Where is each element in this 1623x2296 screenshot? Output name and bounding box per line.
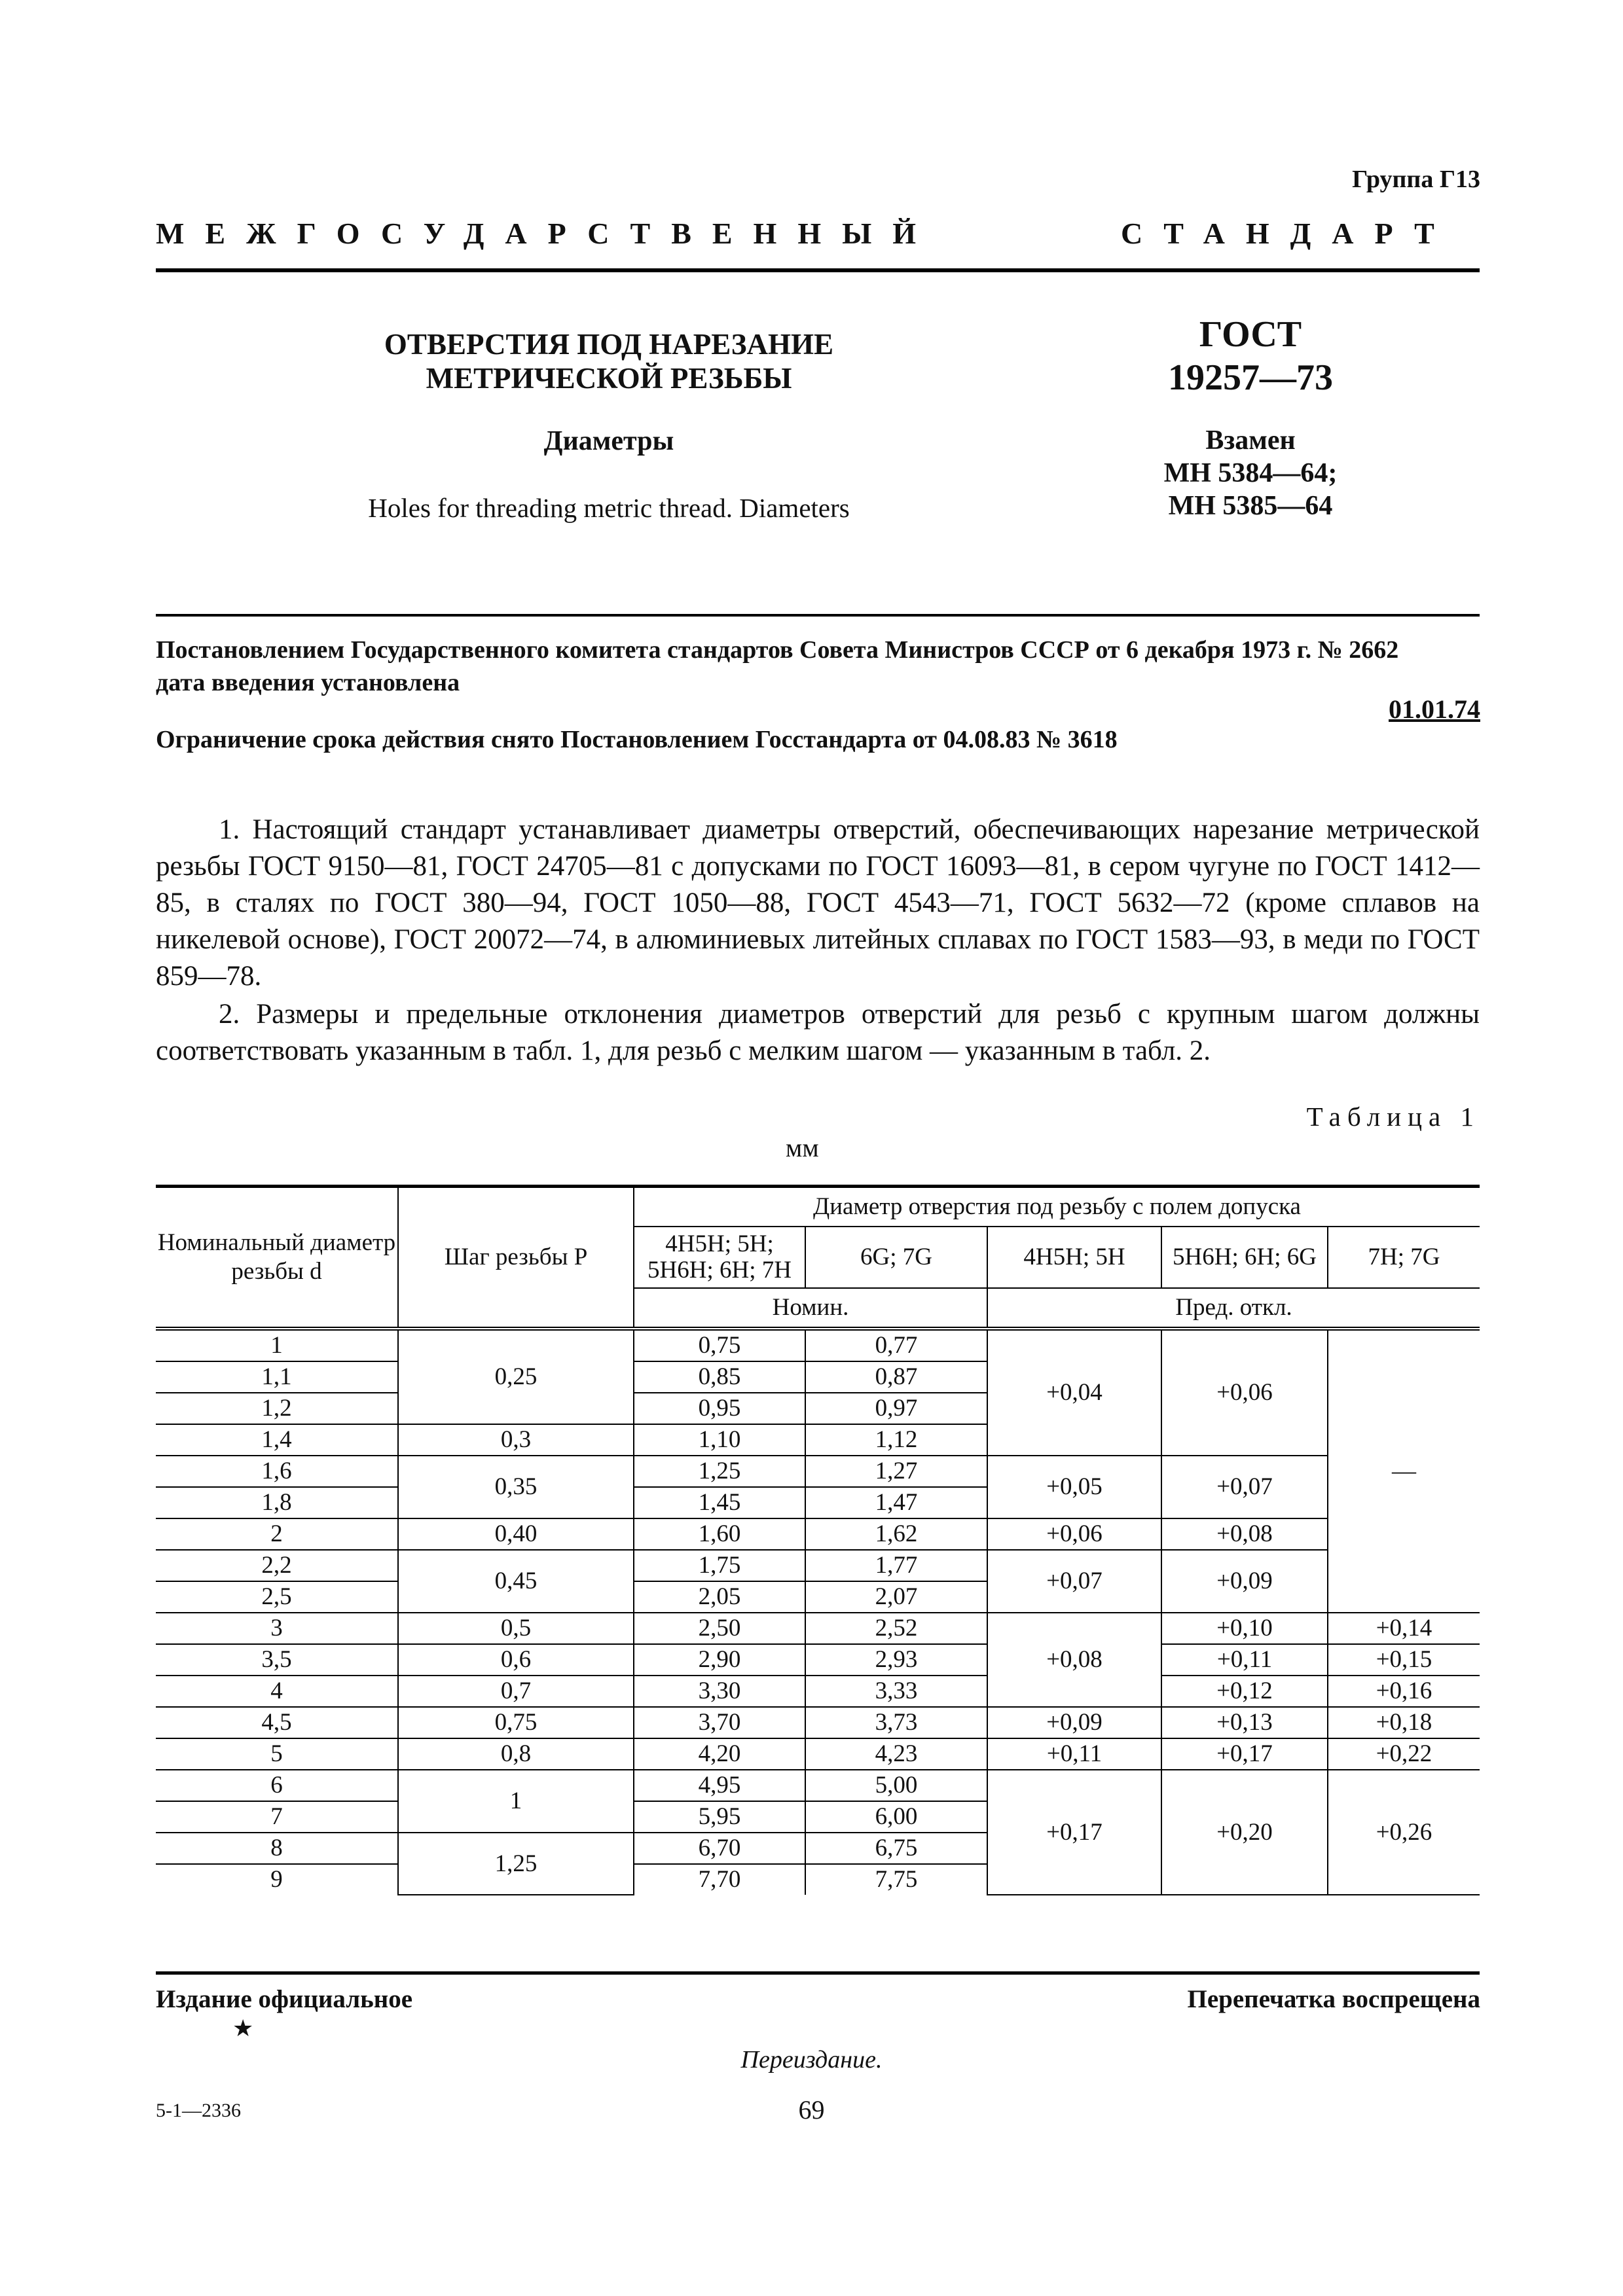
cell-n1: 2,05 (634, 1581, 805, 1613)
cell-p: 0,8 (398, 1738, 634, 1770)
cell-d: 3 (156, 1613, 398, 1644)
cell-t2: +0,10 (1161, 1613, 1328, 1644)
cell-t2: +0,06 (1161, 1329, 1328, 1456)
gost-label: ГОСТ (1199, 314, 1302, 355)
cell-n2: 4,23 (805, 1738, 987, 1770)
english-title: Holes for threading metric thread. Diameters (368, 493, 850, 523)
cell-n1: 1,10 (634, 1424, 805, 1456)
cell-n2: 0,77 (805, 1329, 987, 1361)
cell-n1: 2,50 (634, 1613, 805, 1644)
header-col-4h5h: 4H5H; 5H; 5H6H; 6H; 7H (634, 1227, 805, 1288)
official-edition: Издание официальное (156, 1985, 413, 2013)
cell-t1: +0,08 (987, 1613, 1161, 1707)
print-code: 5-1—2336 (156, 2100, 241, 2121)
group-label: Группа Г13 (1352, 166, 1480, 193)
cell-t3: +0,16 (1328, 1676, 1480, 1707)
header-hole-diameter: Диаметр отверстия под резьбу с полем допуска (634, 1187, 1480, 1227)
cell-t2: +0,13 (1161, 1707, 1328, 1738)
cell-p: 0,25 (398, 1329, 634, 1424)
cell-t3: +0,18 (1328, 1707, 1480, 1738)
decree-line-2: дата введения установлена (156, 669, 460, 696)
table-row (156, 1550, 1480, 1581)
cell-p: 0,3 (398, 1424, 634, 1456)
cell-n2: 2,07 (805, 1581, 987, 1613)
cell-p: 0,40 (398, 1518, 634, 1550)
cell-n2: 1,12 (805, 1424, 987, 1456)
limitation-note: Ограничение срока действия снято Постановлением Госстандарта от 04.08.83 № 3618 (156, 726, 1118, 753)
page-number: 69 (798, 2095, 825, 2125)
footer-rule (156, 1971, 1480, 1975)
cell-p: 0,75 (398, 1707, 634, 1738)
header-nominal-diameter: Номинальный диаметр резьбы d (156, 1187, 398, 1329)
cell-n2: 1,27 (805, 1456, 987, 1487)
cell-d: 1,2 (156, 1393, 398, 1424)
title-line-1: ОТВЕРСТИЯ ПОД НАРЕЗАНИЕ (384, 328, 834, 361)
document-title (249, 327, 969, 395)
table-row (156, 1329, 1480, 1361)
cell-d: 4,5 (156, 1707, 398, 1738)
cell-t1: +0,07 (987, 1550, 1161, 1613)
paragraph-1: 1. Настоящий стандарт устанавливает диаметры отверстий, обеспечивающих нарезание метрической резьбы ГОСТ 9150—81, ГОСТ 24705—81 с допусками по ГОСТ 16093—81, в сером чугуне по ГОСТ 1412—85, в сталях по ГОСТ 380—94, ГОСТ 1050—88, ГОСТ 4543—71, ГОСТ 5632—72 (кроме сплавов на никелевой основе), ГОСТ 20072—74, в алюминиевых литейных сплавах по ГОСТ 1583—93, в меди по ГОСТ 859—78. (156, 814, 1480, 992)
cell-d: 2 (156, 1518, 398, 1550)
cell-n2: 6,00 (805, 1801, 987, 1833)
header-pred-otkl: Пред. откл. (987, 1288, 1480, 1329)
cell-t2: +0,17 (1161, 1738, 1328, 1770)
table-row (156, 1644, 1480, 1676)
cell-n2: 6,75 (805, 1833, 987, 1864)
table-row (156, 1613, 1480, 1644)
title-line-2: МЕТРИЧЕСКОЙ РЕЗЬБЫ (426, 362, 792, 395)
cell-n2: 3,73 (805, 1707, 987, 1738)
cell-d: 4 (156, 1676, 398, 1707)
cell-p: 0,45 (398, 1550, 634, 1613)
cell-d: 1,8 (156, 1487, 398, 1518)
cell-n1: 4,20 (634, 1738, 805, 1770)
table-unit: мм (786, 1133, 819, 1162)
cell-t2: +0,09 (1161, 1550, 1328, 1613)
cell-n1: 6,70 (634, 1833, 805, 1864)
cell-n1: 3,30 (634, 1676, 805, 1707)
cell-t1: +0,09 (987, 1707, 1161, 1738)
reprint-prohibited: Перепечатка воспрещена (1187, 1985, 1480, 2013)
standard-heading: СТАНДАРТ (1121, 217, 1455, 250)
table-row (156, 1456, 1480, 1487)
cell-p: 0,5 (398, 1613, 634, 1644)
cell-n2: 1,47 (805, 1487, 987, 1518)
cell-t1: +0,11 (987, 1738, 1161, 1770)
cell-d: 5 (156, 1738, 398, 1770)
cell-n1: 1,45 (634, 1487, 805, 1518)
header-pitch: Шаг резьбы P (398, 1187, 634, 1329)
cell-n1: 2,90 (634, 1644, 805, 1676)
cell-t1: +0,06 (987, 1518, 1161, 1550)
cell-d: 1,1 (156, 1361, 398, 1393)
title-rule (156, 614, 1480, 617)
cell-p: 0,35 (398, 1456, 634, 1518)
cell-n1: 5,95 (634, 1801, 805, 1833)
cell-t3: +0,26 (1328, 1770, 1480, 1895)
table-caption: Таблица 1 (1306, 1102, 1480, 1132)
cell-n1: 0,75 (634, 1329, 805, 1361)
cell-t2: +0,11 (1161, 1644, 1328, 1676)
cell-d: 1,4 (156, 1424, 398, 1456)
decree-line-1: Постановлением Государственного комитета стандартов Совета Министров СССР от 6 декабря 1973 г. № 2662 (156, 636, 1399, 664)
cell-d: 3,5 (156, 1644, 398, 1676)
cell-n1: 1,25 (634, 1456, 805, 1487)
replaces-1: МН 5384—64; (1163, 458, 1338, 488)
cell-n1: 3,70 (634, 1707, 805, 1738)
header-nomin: Номин. (634, 1288, 987, 1329)
cell-t2: +0,07 (1161, 1456, 1328, 1518)
diameter-table (156, 1185, 1480, 1895)
header-col-5h6h: 5H6H; 6H; 6G (1161, 1227, 1328, 1288)
cell-d: 2,5 (156, 1581, 398, 1613)
cell-t2: +0,12 (1161, 1676, 1328, 1707)
cell-p: 0,7 (398, 1676, 634, 1707)
cell-n1: 4,95 (634, 1770, 805, 1801)
cell-n2: 0,87 (805, 1361, 987, 1393)
paragraph-2: 2. Размеры и предельные отклонения диаметров отверстий для резьб с крупным шагом должны соответствовать указанным в табл. 1, для резьб с мелким шагом — указанным в табл. 2. (156, 999, 1480, 1066)
replaces-label: Взамен (1205, 425, 1296, 456)
table-row (156, 1707, 1480, 1738)
subtitle: Диаметры (543, 426, 674, 456)
cell-n2: 2,52 (805, 1613, 987, 1644)
table-row (156, 1738, 1480, 1770)
header-col-4h5h-5h: 4H5H; 5H (987, 1227, 1161, 1288)
cell-p: 1 (398, 1770, 634, 1833)
cell-t2: +0,08 (1161, 1518, 1328, 1550)
replaces-2: МН 5385—64 (1168, 491, 1333, 521)
replaces-block (1087, 424, 1414, 522)
gost-number-block (1087, 313, 1414, 399)
cell-d: 8 (156, 1833, 398, 1864)
cell-p: 0,6 (398, 1644, 634, 1676)
cell-n2: 1,62 (805, 1518, 987, 1550)
cell-n2: 5,00 (805, 1770, 987, 1801)
interstate-heading: МЕЖГОСУДАРСТВЕННЫЙ (156, 217, 938, 250)
table-row (156, 1770, 1480, 1801)
cell-d: 1 (156, 1329, 398, 1361)
header-col-6g: 6G; 7G (805, 1227, 987, 1288)
cell-t3: +0,15 (1328, 1644, 1480, 1676)
cell-n2: 1,77 (805, 1550, 987, 1581)
table-row (156, 1676, 1480, 1707)
cell-t3: +0,22 (1328, 1738, 1480, 1770)
cell-p: 1,25 (398, 1833, 634, 1895)
cell-n1: 0,95 (634, 1393, 805, 1424)
gost-number: 19257—73 (1168, 357, 1333, 398)
cell-d: 6 (156, 1770, 398, 1801)
cell-d: 7 (156, 1801, 398, 1833)
header-col-7h: 7H; 7G (1328, 1227, 1480, 1288)
table-row (156, 1518, 1480, 1550)
cell-n2: 3,33 (805, 1676, 987, 1707)
cell-t1: +0,17 (987, 1770, 1161, 1895)
cell-n1: 7,70 (634, 1864, 805, 1895)
cell-n2: 0,97 (805, 1393, 987, 1424)
cell-d: 9 (156, 1864, 398, 1895)
cell-d: 2,2 (156, 1550, 398, 1581)
cell-t3: +0,14 (1328, 1613, 1480, 1644)
star-icon: ★ (232, 2015, 254, 2041)
header-rule (156, 268, 1480, 272)
cell-t3: — (1328, 1329, 1480, 1613)
cell-d: 1,6 (156, 1456, 398, 1487)
cell-t1: +0,04 (987, 1329, 1161, 1456)
effective-date: 01.01.74 (1389, 694, 1480, 724)
cell-n2: 2,93 (805, 1644, 987, 1676)
cell-n2: 7,75 (805, 1864, 987, 1895)
cell-n1: 1,75 (634, 1550, 805, 1581)
cell-t1: +0,05 (987, 1456, 1161, 1518)
reissue-note: Переиздание. (740, 2046, 883, 2073)
cell-t2: +0,20 (1161, 1770, 1328, 1895)
cell-n1: 0,85 (634, 1361, 805, 1393)
cell-n1: 1,60 (634, 1518, 805, 1550)
